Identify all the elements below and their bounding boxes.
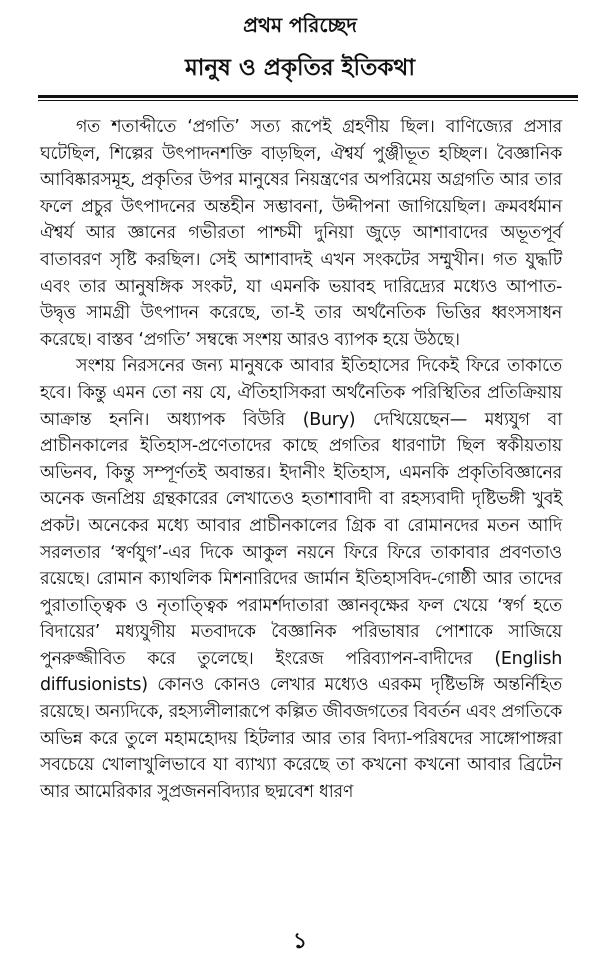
paragraph-1: গত শতাব্দীতে ‘প্রগতি’ সত্য রূপেই গ্রহণীয় ছিল। বাণিজ্যের প্রসার ঘটেছিল, শিল্পের উৎপাদনশক্তি বাড়ছিল, ঐশ্বর্য পুঞ্জীভূত হচ্ছিল। বৈজ্ঞানিক আবিষ্কারসমূহ, প্রকৃতির উপর মানুষের নিয়ন্ত্রণের অপরিমেয় অগ্রগতি আর তার ফলে প্রচুর উৎপাদনের অন্তহীন সম্ভাবনা, উদ্দীপনা জাগিয়েছিল। ক্রমবর্ধমান ঐশ্বর্য আর জ্ঞানের গভীরতা পাশ্চমী দুনিয়া জুড়ে আশাবাদের অভূতপূর্ব বাতাবরণ সৃষ্টি করছিল। সেই আশাবাদই এখন সংকটের সম্মুখীন। গত যুদ্ধটি এবং তার আনুষঙ্গিক সংকট, যা এমনকি ভয়াবহ দারিদ্র্যের মধ্যেও আপাত-উদ্বৃত্ত সামগ্রী উৎপাদন করেছে, তা-ই তার অর্থনৈতিক ভিত্তির ধ্বংসসাধন করেছে। বাস্তব ‘প্রগতি’ সম্বন্ধে সংশয় আরও ব্যাপক হয়ে উঠছে। <box>40 117 562 350</box>
paragraph-2: সংশয় নিরসনের জন্য মানুষকে আবার ইতিহাসের দিকেই ফিরে তাকাতে হবে। কিন্তু এমন তো নয় যে, ঐতিহাসিকরা অর্থনৈতিক পরিস্থিতির প্রতিক্রিয়ায় আক্রান্ত হননি। অধ্যাপক বিউরি (Bury) দেখিয়েছেন— মধ্যযুগ বা প্রাচীনকালের ইতিহাস-প্রণেতাদের কাছে প্রগতির ধারণাটা ছিল স্বকীয়তায় অভিনব, কিন্তু সম্পূর্ণতই অবান্তর। ইদানীং ইতিহাস, এমনকি প্রকৃতিবিজ্ঞানের অনেক জনপ্রিয় গ্রন্থকারের লেখাতেও হতাশাবাদী বা রহস্যবাদী দৃষ্টিভঙ্গী খুবই প্রকট। অনেকের মধ্যে আবার প্রাচীনকালের গ্রিক বা রোমানদের মতন আদি সরলতার ‘স্বর্ণযুগ’-এর দিকে আকুল নয়নে ফিরে ফিরে তাকাবার প্রবণতাও রয়েছে। রোমান ক্যাথলিক মিশনারিদের জার্মান ইতিহাসবিদ-গোষ্ঠী আর তাদের পুরাতাত্ত্বিক ও নৃতাত্ত্বিক পরামর্শদাতারা জ্ঞানবৃক্ষের ফল খেয়ে ‘স্বর্গ হতে বিদায়ের’ মধ্যযুগীয় মতবাদকে বৈজ্ঞানিক পরিভাষার পোশাকে সাজিয়ে পুনরুজ্জীবিত করে তুলেছে। ইংরেজ পরিব্যাপন-বাদীদের (English diffusionists) কোনও কোনও লেখার মধ্যেও এরকম দৃষ্টিভঙ্গি অন্তর্নিহিত রয়েছে। অন্যদিকে, রহস্যলীলারূপে কল্পিত জীবজগতের বিবর্তন এবং প্রগতিকে অভিন্ন করে তুলে মহামহোদয় হিটলার আর তার বিদ্যা-পরিষদের সাঙ্গোপাঙ্গরা সবচেয়ে খোলাখুলিভাবে যা ব্যাখ্যা করেছে তা কখনো কখনো আবার ব্রিটেন আর আমেরিকার সুপ্রজননবিদ্যার ছদ্মবেশ ধারণ <box>40 356 562 802</box>
page-number: ১ <box>292 929 308 954</box>
title-divider-thin <box>38 100 578 101</box>
page-title: মানুষ ও প্রকৃতির ইতিকথা <box>184 55 415 81</box>
chapter-heading: প্রথম পরিচ্ছেদ <box>243 13 357 37</box>
title-divider-thick <box>38 95 578 98</box>
body-text <box>40 114 562 805</box>
